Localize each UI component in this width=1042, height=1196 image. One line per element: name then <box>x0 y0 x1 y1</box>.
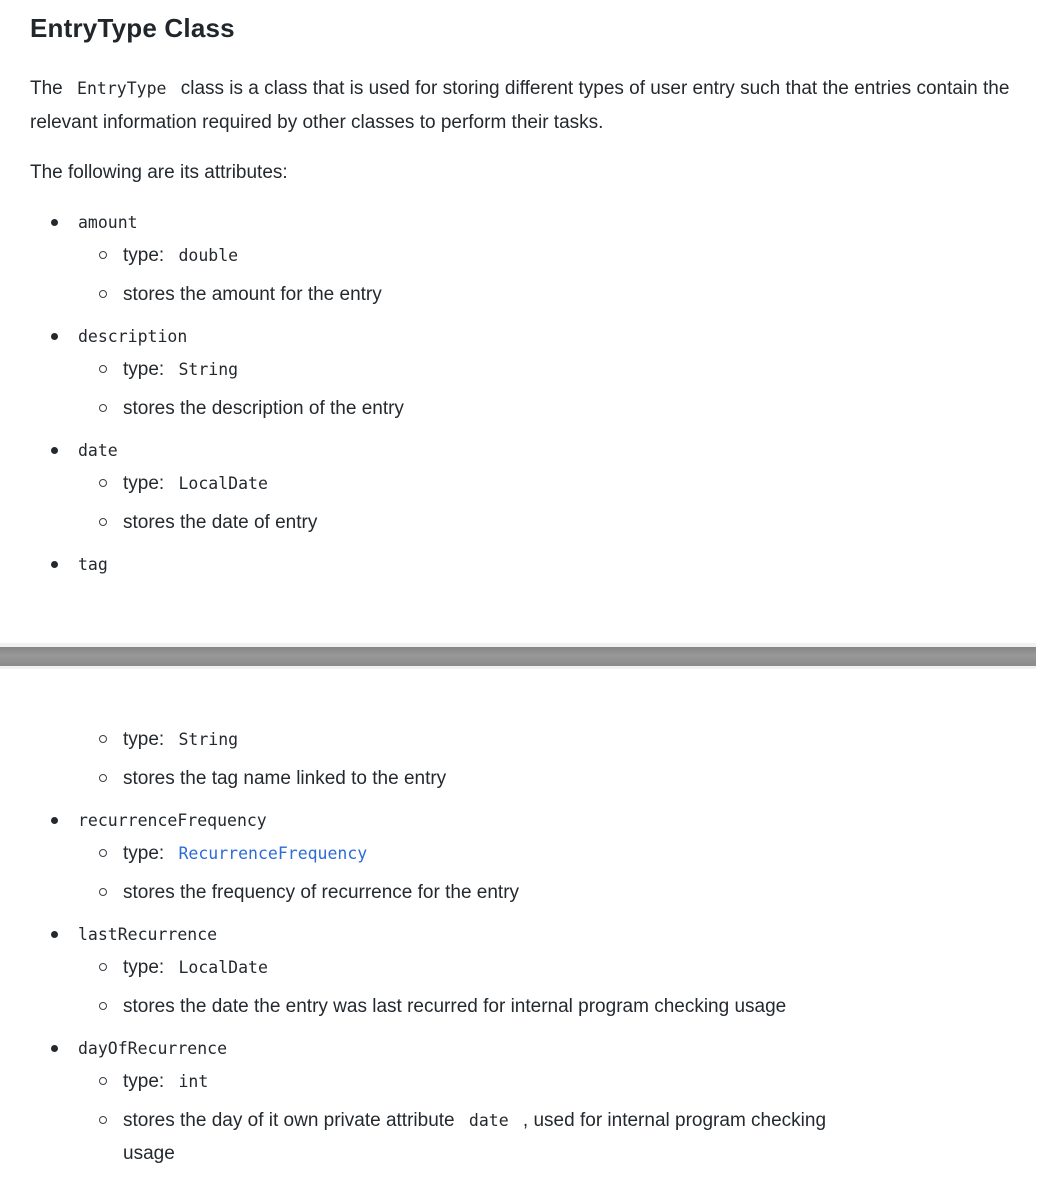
attribute-item <box>30 320 1012 425</box>
attribute-sublist <box>78 467 1012 539</box>
attribute-detail <box>78 353 1012 386</box>
attribute-detail <box>78 239 1012 272</box>
top-scroll-section <box>0 0 1042 581</box>
type-link[interactable]: RecurrenceFrequency <box>178 844 368 863</box>
attribute-detail <box>78 723 1012 756</box>
code-value: String <box>178 730 239 749</box>
scroll-divider <box>0 643 1036 669</box>
attribute-sublist <box>78 353 1012 425</box>
code-value: LocalDate <box>178 474 268 493</box>
type-label: type: <box>123 245 170 266</box>
attribute-name: description <box>78 327 188 346</box>
attribute-item <box>30 723 1012 795</box>
description-text: stores the date the entry was last recurred for internal program checking usage <box>123 996 787 1017</box>
description-text: stores the frequency of recurrence for the entry <box>123 882 520 903</box>
attribute-item <box>30 1032 1012 1170</box>
code-value: double <box>178 246 239 265</box>
attribute-name: tag <box>78 555 108 574</box>
attribute-list-top <box>30 206 1012 581</box>
attributes-lead: The following are its attributes: <box>30 162 288 183</box>
attribute-detail <box>78 1065 1012 1098</box>
attribute-item <box>30 434 1012 539</box>
divider-bar <box>0 647 1036 666</box>
type-label: type: <box>123 843 170 864</box>
attribute-item <box>30 548 1012 581</box>
attribute-list-bottom <box>30 723 1012 1170</box>
description-text: stores the tag name linked to the entry <box>123 768 447 789</box>
code-value: int <box>178 1072 209 1091</box>
intro-text-post: class is a class that is used for storing different types of user entry such that the entries contain the relevant information required by other classes to perform their tasks. <box>30 78 1010 133</box>
attribute-sublist <box>78 723 1012 795</box>
attribute-detail <box>78 762 1012 795</box>
type-label: type: <box>123 1071 170 1092</box>
code-value: LocalDate <box>178 958 268 977</box>
attribute-sublist <box>78 837 1012 909</box>
attribute-name: amount <box>78 213 138 232</box>
attribute-detail <box>78 1104 1012 1170</box>
attribute-detail <box>78 506 1012 539</box>
bottom-scroll-section <box>0 669 1042 1170</box>
description-text: stores the day of it own private attribute <box>123 1110 460 1131</box>
attribute-name: lastRecurrence <box>78 925 218 944</box>
code-value: String <box>178 360 239 379</box>
attribute-detail <box>78 837 1012 870</box>
attribute-detail <box>78 278 1012 311</box>
attribute-sublist <box>78 951 1012 1023</box>
attribute-detail <box>78 951 1012 984</box>
attribute-detail <box>78 467 1012 500</box>
attribute-name: date <box>78 441 118 460</box>
attribute-detail <box>78 392 1012 425</box>
description-text: usage <box>123 1143 175 1164</box>
description-text: stores the date of entry <box>123 512 318 533</box>
description-text: , used for internal program checking <box>517 1110 827 1131</box>
type-label: type: <box>123 729 170 750</box>
type-label: type: <box>123 473 170 494</box>
type-label: type: <box>123 957 170 978</box>
description-text: stores the amount for the entry <box>123 284 382 305</box>
intro-text-pre: The <box>30 78 69 99</box>
attribute-name: recurrenceFrequency <box>78 811 267 830</box>
inline-code-entrytype: EntryType <box>77 79 167 98</box>
attribute-item <box>30 206 1012 311</box>
attribute-detail <box>78 876 1012 909</box>
code-value: date <box>468 1111 509 1130</box>
attribute-sublist <box>78 1065 1012 1170</box>
page-title: EntryType Class <box>30 13 235 43</box>
description-text: stores the description of the entry <box>123 398 404 419</box>
attribute-detail <box>78 990 1012 1023</box>
attribute-sublist <box>78 239 1012 311</box>
intro-paragraph <box>30 72 1012 140</box>
attribute-item <box>30 804 1012 909</box>
type-label: type: <box>123 359 170 380</box>
attribute-item <box>30 918 1012 1023</box>
attribute-name: dayOfRecurrence <box>78 1039 228 1058</box>
